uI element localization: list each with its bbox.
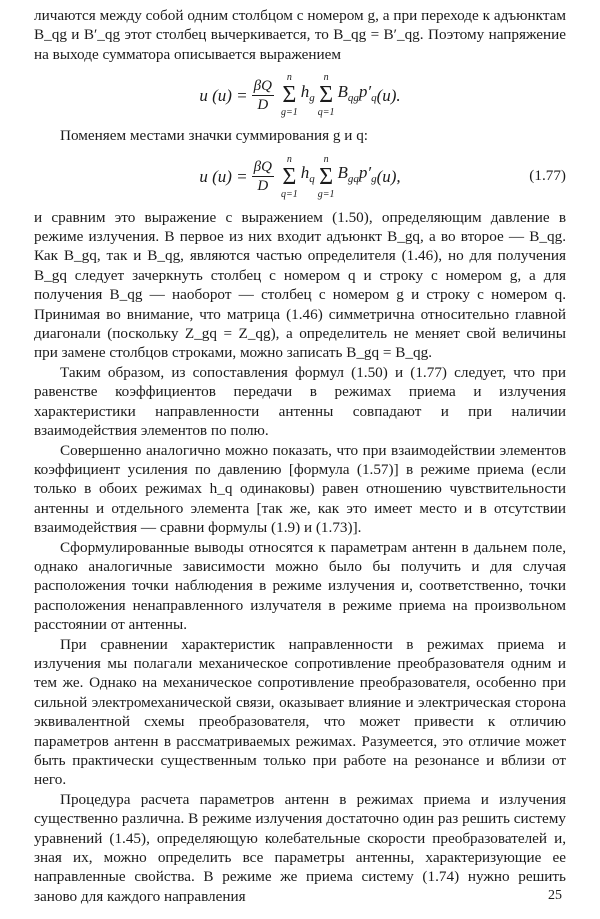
eq2-lhs: u (u) = <box>199 166 248 186</box>
eq1-term-b: $B_{qg}$ <box>337 82 359 105</box>
sigma-icon: Σ <box>282 163 297 190</box>
eq2-sum1-lower: q=1 <box>280 188 298 200</box>
paragraph-4: Таким образом, из сопоставления формул (1.50) и (1.77) следует, что при равенстве коэффициентов передачи в режимах приема и излучения характеристики направленности антенны совпадают и при наличии взаимодействия элементов по полю. <box>34 363 566 440</box>
page-number: 25 <box>548 887 562 903</box>
eq2-term-h: $h_q$ <box>300 163 315 186</box>
eq1-frac-numerator: βQ <box>253 77 272 94</box>
eq2-sum2-upper: n <box>323 153 329 165</box>
paragraph-2: Поменяем местами значки суммирования g и q: <box>60 127 369 145</box>
eq1-tail: (u). <box>376 85 401 105</box>
equation-number: (1.77) <box>529 166 566 184</box>
eq1-sum2-lower: q=1 <box>317 107 335 119</box>
paragraph-3: и сравним это выражение с выражением (1.50), определяющим давление в режиме излучения. В первое из них входит адъюнкт B_gq, а во второе — B_qg. Как B_gq, так и B_qg, являются частью определителя (1.46), но для получения B_gq следует зачеркнуть столбец с номером q и строку с номером g, а для получения B_qg — наоборот — столбец с номером g и строку с номером q. Принимая во внимание, что матрица (1.46) симметрична относительно главной диагонали (поскольку Z_gq = Z_qg), а определитель не меняет свой величины при замене столбцов строками, можно записать B_gq = B_qg. <box>34 208 566 362</box>
eq2-sum1-upper: n <box>286 153 292 165</box>
eq2-sum2-lower: g=1 <box>317 188 335 200</box>
eq1-term-p: $p'_q$ <box>358 82 377 105</box>
eq2-tail: (u), <box>376 166 401 186</box>
paragraph-7: При сравнении характеристик направленности в режимах приема и излучения мы полагали механическое сопротивление преобразователя одним и тем же. Однако на механическое сопротивление преобразователя, особенно при сильной электромеханической связи, оказывает влияние и электрическая сторона эквивалентной схемы преобразователя, что может привести к отличию параметров антенн в рассматриваемых режимах. Разумеется, это отличие может быть практически существенным только при работе на резонансе и вблизи от него. <box>34 635 566 789</box>
eq1-term-h: $h_g$ <box>300 82 315 105</box>
sigma-icon: Σ <box>282 82 297 109</box>
eq2-fraction <box>252 158 274 195</box>
eq1-sum1-lower: g=1 <box>280 107 298 119</box>
paragraph-6: Сформулированные выводы относятся к параметрам антенн в дальнем поле, однако аналогичные зависимости можно было бы получить и для случая расположения точки наблюдения в режиме излучения и, соответственно, точки расположения ненаправленного излучателя в режиме приема на произвольном расстоянии от антенны. <box>34 538 566 634</box>
eq2-term-b: $B_{gq}$ <box>337 163 359 186</box>
equation-2 <box>34 146 566 208</box>
eq1-frac-denominator: D <box>257 96 269 113</box>
paragraph-8: Процедура расчета параметров антенн в режимах приема и излучения существенно различна. В режиме излучения достаточно один раз решить систему уравнений (1.45), определяющую колебательные скорости преобразователей и, зная их, можно определить все параметры антенны, характеризующие ее направленные свойства. В режиме же приема систему (1.74) нужно решить заново для каждого направления <box>34 790 566 905</box>
eq2-sum-2 <box>318 154 335 200</box>
paragraph-5: Совершенно аналогично можно показать, что при взаимодействии элементов коэффициент усиления по давлению [формула (1.57)] в режиме приема (если только в обоих режимах h_q одинаковы) равен отношению чувствительности антенны и отдельного элемента [так же, как это имеет место и в отсутствии взаимодействия — сравни формулы (1.9) и (1.73)]. <box>34 441 566 537</box>
eq1-fraction <box>252 77 274 114</box>
eq2-sum-1 <box>281 154 298 200</box>
sigma-icon: Σ <box>319 163 334 190</box>
eq1-sum1-upper: n <box>286 72 292 84</box>
paragraph-1: личаются между собой одним столбцом с номером g, а при переходе к адъюнктам B_qg и B′_qg этот столбец вычеркивается, то B_qg = B′_qg. Поэтому напряжение на выходе сумматора описывается выражением <box>34 7 566 63</box>
eq1-lhs: u (u) = <box>199 85 248 105</box>
equation-1 <box>34 64 566 126</box>
eq2-frac-denominator: D <box>257 178 269 195</box>
eq1-sum2-upper: n <box>323 72 329 84</box>
eq2-frac-numerator: βQ <box>253 159 272 176</box>
sigma-icon: Σ <box>319 82 334 109</box>
eq1-sum-1 <box>281 72 298 118</box>
eq2-term-p: $p'_g$ <box>358 163 377 186</box>
eq1-sum-2 <box>318 72 335 118</box>
